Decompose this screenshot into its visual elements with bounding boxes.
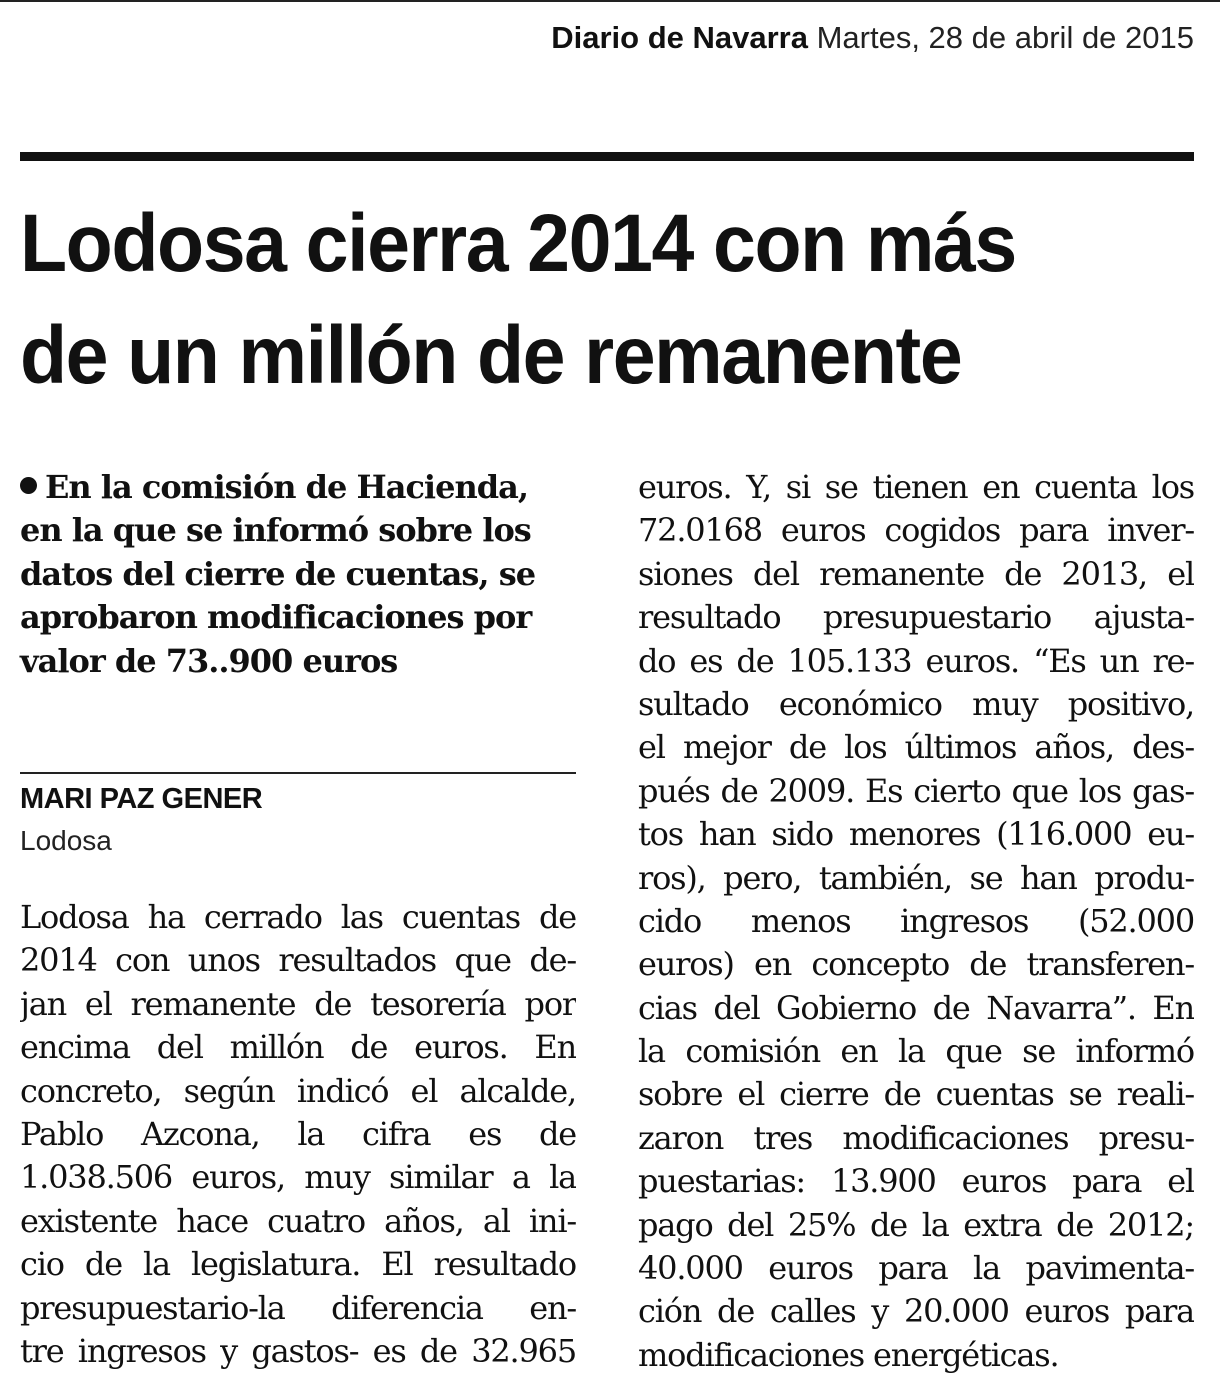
- subhead-line: en la que se informó sobre los: [20, 511, 531, 550]
- body-line: concreto, según indicó el alcalde,: [20, 1071, 576, 1110]
- subhead-line: valor de 73..900 euros: [20, 641, 398, 680]
- headline-line-2: de un millón de remanente: [20, 310, 962, 401]
- article-body-column-1: [20, 896, 576, 1373]
- publication-date: Martes, 28 de abril de 2015: [816, 20, 1194, 55]
- body-line: 2014 con unos resultados que de-: [20, 941, 576, 980]
- byline-rule: [20, 772, 576, 774]
- body-line: sobre el cierre de cuentas se reali-: [638, 1075, 1194, 1114]
- headline: [20, 188, 1129, 412]
- headline-rule: [20, 152, 1194, 161]
- body-line: resultado presupuestario ajusta-: [638, 598, 1194, 637]
- body-line: Pablo Azcona, la cifra es de: [20, 1114, 576, 1153]
- body-line: la comisión en la que se informó: [638, 1032, 1194, 1071]
- body-line: ros), pero, también, se han produ-: [638, 858, 1194, 897]
- newspaper-name: Diario de Navarra: [551, 20, 808, 55]
- body-line: cido menos ingresos (52.000: [638, 901, 1194, 940]
- body-line: pago del 25% de la extra de 2012;: [638, 1205, 1194, 1244]
- body-line: 72.0168 euros cogidos para inver-: [638, 511, 1194, 550]
- body-line: cio de la legislatura. El resultado: [20, 1245, 576, 1284]
- body-line: sultado económico muy positivo,: [638, 684, 1194, 723]
- body-line: existente hace cuatro años, al ini-: [20, 1201, 576, 1240]
- body-line: tos han sido menores (116.000 eu-: [638, 815, 1194, 854]
- body-line: euros. Y, si se tienen en cuenta los: [638, 468, 1194, 506]
- body-line: modificaciones energéticas.: [638, 1335, 1059, 1374]
- body-line: ción de calles y 20.000 euros para: [638, 1292, 1194, 1331]
- masthead: [551, 18, 1194, 58]
- body-line: tre ingresos y gastos- es de 32.965: [20, 1331, 576, 1370]
- article-body-column-2: [638, 466, 1194, 1377]
- subhead-line: [20, 466, 576, 509]
- author-name: MARI PAZ GENER: [20, 783, 263, 815]
- body-line: do es de 105.133 euros. “Es un re-: [638, 641, 1194, 680]
- body-line: encima del millón de euros. En: [20, 1028, 576, 1067]
- body-line: euros) en concepto de transferen-: [638, 945, 1194, 984]
- body-line: siones del remanente de 2013, el: [638, 554, 1194, 593]
- subhead: [20, 466, 576, 683]
- body-line: zaron tres modificaciones presu-: [638, 1118, 1194, 1157]
- bullet-icon: [20, 477, 37, 494]
- top-border-rule: [0, 0, 1220, 2]
- subhead-line-text: En la comisión de Hacienda,: [45, 468, 528, 506]
- author-location: Lodosa: [20, 825, 112, 856]
- subhead-line: datos del cierre de cuentas, se: [20, 554, 536, 593]
- body-line: 40.000 euros para la pavimenta-: [638, 1249, 1194, 1288]
- body-line: 1.038.506 euros, muy similar a la: [20, 1158, 576, 1197]
- headline-line-1: Lodosa cierra 2014 con más: [20, 198, 1016, 289]
- body-line: cias del Gobierno de Navarra”. En: [638, 988, 1194, 1027]
- body-line: Lodosa ha cerrado las cuentas de: [20, 898, 576, 936]
- body-line: presupuestario-la diferencia en-: [20, 1288, 576, 1327]
- body-line: puestarias: 13.900 euros para el: [638, 1162, 1194, 1201]
- subhead-block: [20, 466, 576, 683]
- body-line: el mejor de los últimos años, des-: [638, 728, 1194, 767]
- subhead-line: aprobaron modificaciones por: [20, 598, 532, 637]
- body-line: pués de 2009. Es cierto que los gas-: [638, 771, 1194, 810]
- body-line: jan el remanente de tesorería por: [20, 984, 576, 1023]
